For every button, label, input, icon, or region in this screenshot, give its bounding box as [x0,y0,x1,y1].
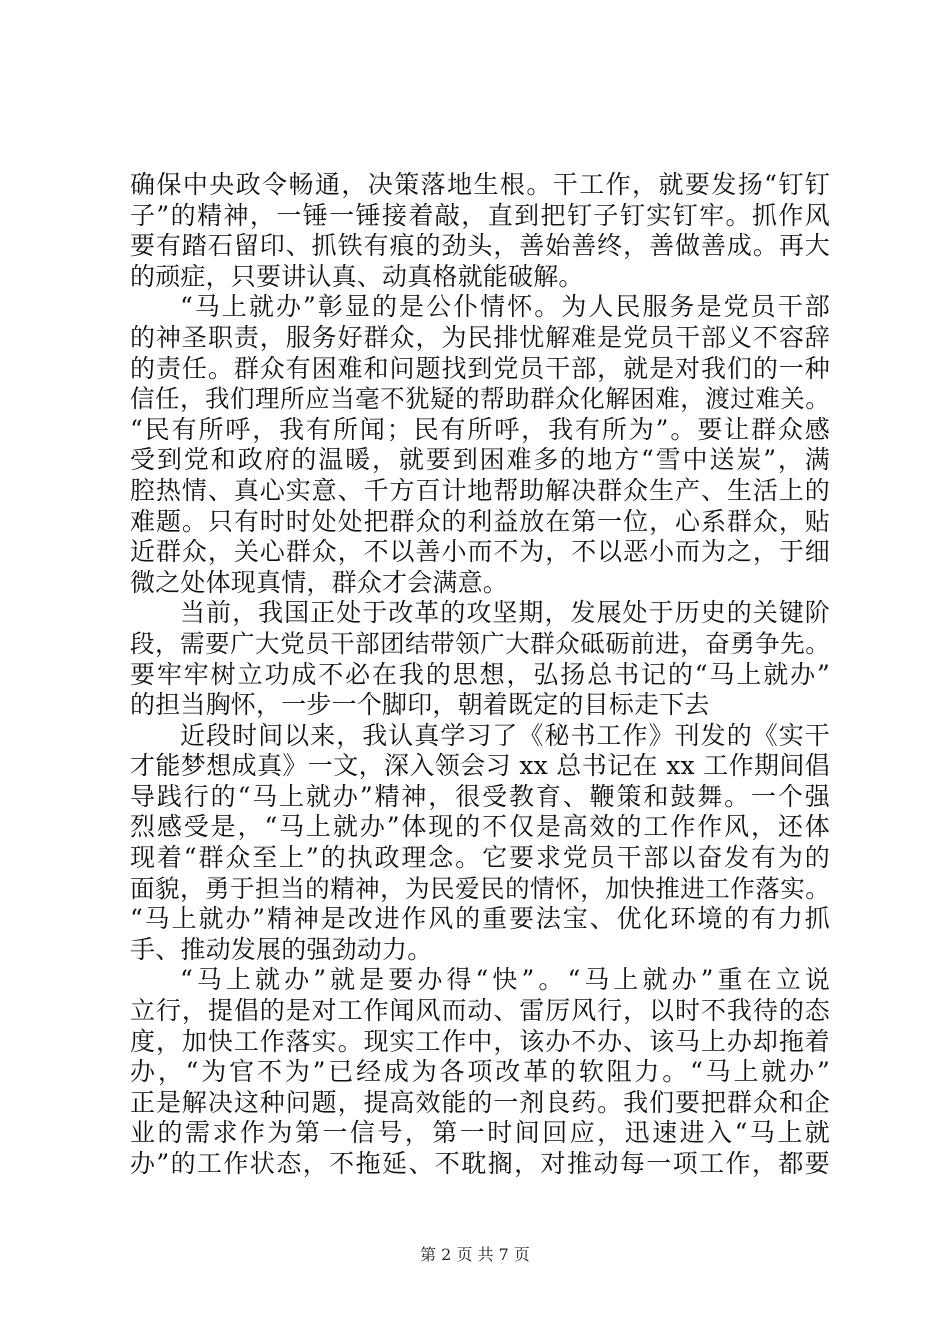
text-line: 烈感受是，“马上就办”体现的不仅是高效的工作作风，还体 [130,812,830,842]
text-line: 正是解决这种问题，提高效能的一剂良药。我们要把群众和企 [130,1087,830,1117]
text-line: 的顽症，只要讲认真、动真格就能破解。 [130,261,584,291]
text-line: 办，“为官不为”已经成为各项改革的软阻力。“马上就办” [130,1057,830,1087]
paragraph-first-line: 近段时间以来，我认真学习了《秘书工作》刊发的《实干 [180,720,830,750]
text-line: 确保中央政令畅通，决策落地生根。干工作，就要发扬“钉钉 [130,170,830,199]
text-line: 立行，提倡的是对工作闻风而动、雷厉风行，以时不我待的态 [130,996,830,1026]
text-line: 的责任。群众有困难和问题找到党员干部，就是对我们的一种 [130,353,830,383]
text-line: 的担当胸怀，一步一个脚印，朝着既定的目标走下去 [130,690,710,720]
text-line: 手、推动发展的强劲动力。 [130,934,433,964]
text-line: 现着“群众至上”的执政理念。它要求党员干部以奋发有为的 [130,843,830,873]
text-line: 难题。只有时时处处把群众的利益放在第一位，心系群众，贴 [130,506,830,536]
text-line: 要有踏石留印、抓铁有痕的劲头，善始善终，善做善成。再大 [130,231,830,261]
paragraph-first-line: “马上就办”彰显的是公仆情怀。为人民服务是党员干部 [180,292,830,322]
paragraph-first-line: 当前，我国正处于改革的攻坚期，发展处于历史的关键阶 [180,598,830,628]
text-line: 业的需求作为第一信号，第一时间回应，迅速进入“马上就 [130,1118,830,1148]
text-line: 要牢牢树立功成不必在我的思想，弘扬总书记的“马上就办” [130,659,830,689]
paragraph-first-line: “马上就办”就是要办得“快”。“马上就办”重在立说 [180,965,830,995]
text-line: 导践行的“马上就办”精神，很受教育、鞭策和鼓舞。一个强 [130,781,830,811]
text-line: 度，加快工作落实。现实工作中，该办不办、该马上办却拖着 [130,1026,830,1056]
text-line: 才能梦想成真》一文，深入领会习 xx 总书记在 xx 工作期间倡 [130,751,830,781]
body-text [130,170,830,1180]
text-line: “马上就办”精神是改进作风的重要法宝、优化环境的有力抓 [130,904,830,934]
text-line: 子”的精神，一锤一锤接着敲，直到把钉子钉实钉牢。抓作风 [130,200,830,230]
text-line: 微之处体现真情，群众才会满意。 [130,567,509,597]
text-line: 办”的工作状态，不拖延、不耽搁，对推动每一项工作，都要 [130,1149,830,1178]
text-line: 腔热情、真心实意、千方百计地帮助解决群众生产、生活上的 [130,475,830,505]
text-line: 的神圣职责，服务好群众，为民排忧解难是党员干部义不容辞 [130,322,830,352]
text-line: 面貌，勇于担当的精神，为民爱民的情怀，加快推进工作落实。 [130,873,830,903]
text-line: 段，需要广大党员干部团结带领广大群众砥砺前进，奋勇争先。 [130,628,830,658]
text-line: “民有所呼，我有所闻；民有所呼，我有所为”。要让群众感 [130,414,830,444]
text-line: 受到党和政府的温暖，就要到困难多的地方“雪中送炭”，满 [130,445,830,475]
text-line: 近群众，关心群众，不以善小而不为，不以恶小而为之，于细 [130,537,830,567]
page-number-footer: 第 2 页 共 7 页 [420,1245,530,1264]
text-line: 信任，我们理所应当毫不犹疑的帮助群众化解困难，渡过难关。 [130,384,830,414]
